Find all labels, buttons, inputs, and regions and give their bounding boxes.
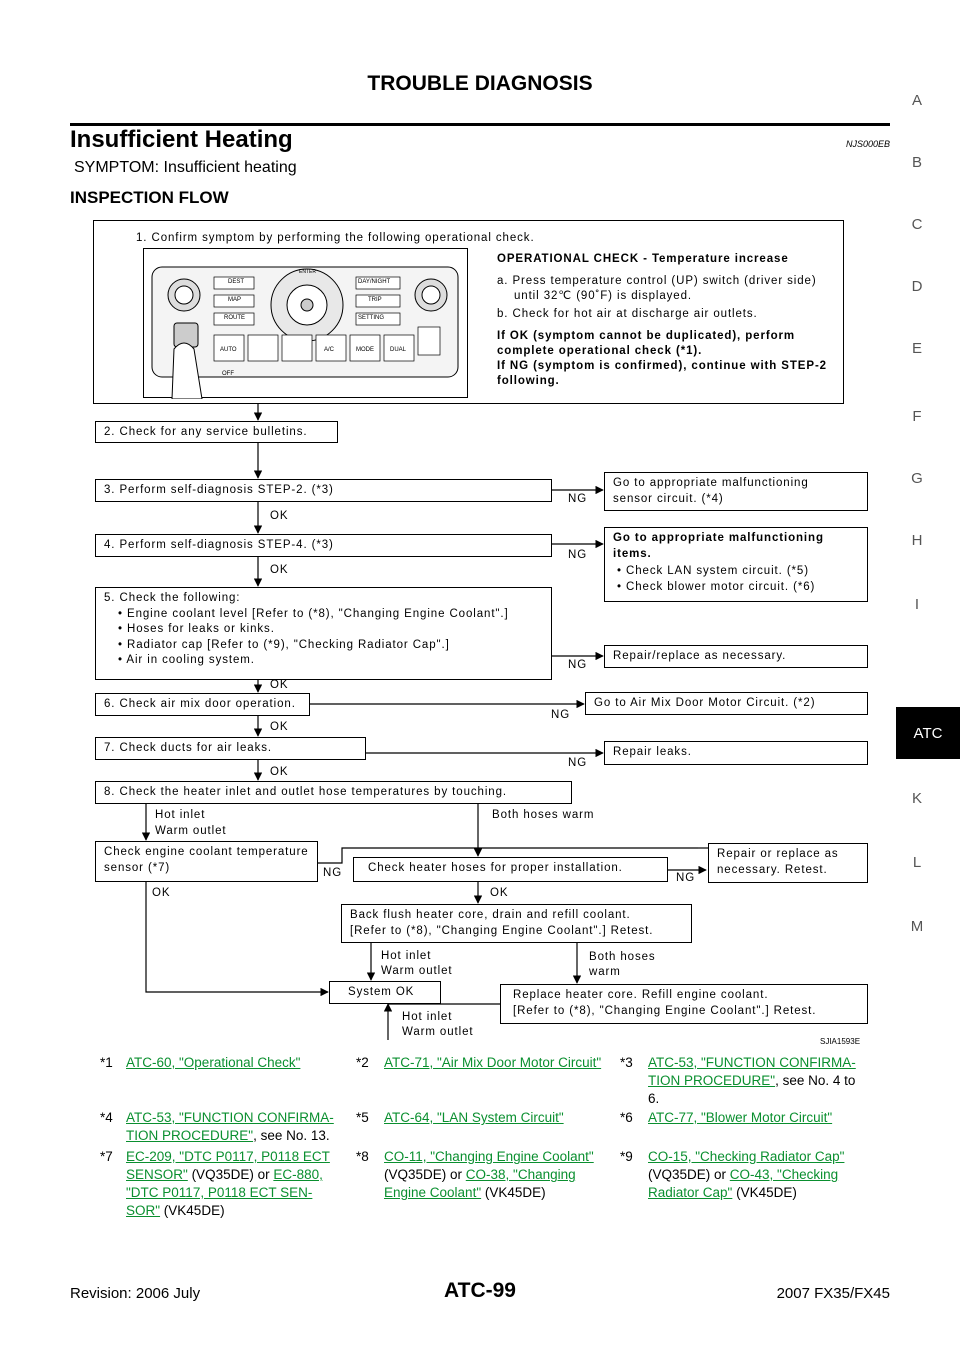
- system-ok-hot-inlet: Hot inlet: [402, 1011, 453, 1023]
- tab-b[interactable]: B: [911, 154, 922, 171]
- footnote-2-link[interactable]: ATC-71, "Air Mix Door Motor Circuit": [384, 1055, 602, 1070]
- panel-label-setting: SETTING: [358, 315, 385, 321]
- flush-warm-outlet: Warm outlet: [381, 965, 453, 977]
- panel-label-auto: AUTO: [220, 347, 237, 353]
- tab-l[interactable]: L: [912, 854, 922, 871]
- op-check-a2: until 32℃ (90˚F) is displayed.: [514, 290, 692, 302]
- panel-label-mode: MODE: [356, 347, 374, 353]
- step-6-ok-label: OK: [270, 721, 289, 733]
- tab-h[interactable]: H: [911, 532, 923, 549]
- replace-line1: Replace heater core. Refill engine coolant.: [513, 989, 769, 1001]
- panel-label-dual: DUAL: [390, 347, 407, 353]
- footnote-8-marker: *8: [356, 1149, 369, 1164]
- step-4-ng-line1: Go to appropriate malfunctioning: [613, 532, 824, 544]
- footer-revision: Revision: 2006 July: [70, 1285, 201, 1302]
- section-code: NJS000EB: [845, 139, 890, 149]
- footnote-8-text-c: (VK45DE): [481, 1185, 546, 1200]
- ect-line1: Check engine coolant temperature: [104, 846, 309, 858]
- footnote-5-marker: *5: [356, 1110, 369, 1125]
- footnote-7-link-b[interactable]: SENSOR": [126, 1167, 188, 1182]
- panel-label-dest: DEST: [228, 279, 245, 285]
- footnote-2-marker: *2: [356, 1055, 369, 1070]
- replace-line2: [Refer to (*8), "Changing Engine Coolant".] Retest.: [513, 1004, 817, 1017]
- step-3-box: 3. Perform self-diagnosis STEP-2. (*3): [95, 479, 552, 502]
- tab-d[interactable]: D: [911, 278, 923, 295]
- footnote-4-marker: *4: [100, 1110, 113, 1125]
- footnote-3-marker: *3: [620, 1055, 633, 1070]
- step-5-line5: • Air in cooling system.: [118, 654, 255, 666]
- footnote-9-link-a[interactable]: CO-15, "Checking Radiator Cap": [648, 1149, 845, 1164]
- repair-line2: necessary. Retest.: [717, 863, 828, 876]
- control-panel-figure: [143, 248, 468, 398]
- panel-label-daynight: DAY/NIGHT: [358, 279, 391, 285]
- system-ok-box: System OK: [329, 981, 441, 1004]
- step-4-ng-box: [604, 527, 868, 602]
- step-8-hot-inlet: Hot inlet: [155, 809, 206, 821]
- op-check-title: OPERATIONAL CHECK - Temperature increase: [497, 253, 789, 265]
- step-4-ok-label: OK: [270, 564, 289, 576]
- step-3-ng-line1: Go to appropriate malfunctioning: [613, 477, 809, 489]
- step-6-ng-label: NG: [551, 709, 571, 721]
- section-title: Insufficient Heating: [70, 126, 293, 153]
- step-5-line4: • Radiator cap [Refer to (*9), "Checking Radiator Cap".]: [118, 638, 450, 651]
- flush-hot-inlet: Hot inlet: [381, 950, 432, 962]
- footnote-8-link-c[interactable]: Engine Coolant": [384, 1185, 482, 1200]
- back-flush-box: [341, 904, 692, 943]
- ect-line2: sensor (*7): [104, 861, 171, 874]
- footnote-7-link-e[interactable]: SOR": [126, 1203, 161, 1218]
- footnote-6-link[interactable]: ATC-77, "Blower Motor Circuit": [648, 1110, 833, 1125]
- footnote-8-text-b: (VQ35DE) or: [384, 1167, 466, 1182]
- step-5-box: [95, 587, 552, 680]
- ect-ok-label: OK: [152, 887, 171, 899]
- flush-warm: warm: [589, 966, 621, 978]
- footnote-7-link-c[interactable]: EC-880,: [273, 1167, 323, 1182]
- footer-page-number: ATC-99: [444, 1279, 516, 1302]
- footnote-8-link-a[interactable]: CO-11, "Changing Engine Coolant": [384, 1149, 594, 1164]
- tab-i[interactable]: I: [914, 596, 920, 613]
- step-4-ng-line3: • Check LAN system circuit. (*5): [617, 565, 809, 577]
- step-7-ng-label: NG: [568, 757, 588, 769]
- step-3-ng-box: [604, 472, 868, 511]
- footnote-7-marker: *7: [100, 1149, 113, 1164]
- footnote-3-text-c: 6.: [648, 1091, 660, 1106]
- step-7-box: 7. Check ducts for air leaks.: [95, 737, 366, 760]
- inspection-flow-heading: INSPECTION FLOW: [70, 188, 229, 207]
- tab-a[interactable]: A: [911, 92, 922, 109]
- op-check-ok1: If OK (symptom cannot be duplicated), perform: [497, 330, 795, 342]
- panel-label-map: MAP: [228, 297, 242, 303]
- tab-e[interactable]: E: [911, 340, 922, 357]
- step-4-ng-line2: items.: [613, 547, 652, 560]
- footnote-1-marker: *1: [100, 1055, 113, 1070]
- tab-k[interactable]: K: [911, 790, 922, 807]
- step-2-box: 2. Check for any service bulletins.: [95, 421, 338, 443]
- panel-label-trip: TRIP: [368, 297, 382, 303]
- footnote-7-text-b: (VQ35DE) or: [187, 1167, 274, 1182]
- step-5-line3: • Hoses for leaks or kinks.: [118, 623, 275, 635]
- flush-both-hoses: Both hoses: [589, 951, 656, 963]
- step-1-text: 1. Confirm symptom by performing the following operational check.: [136, 232, 535, 244]
- op-check-ng1: If NG (symptom is confirmed), continue with STEP-2: [497, 360, 827, 372]
- footer-model: 2007 FX35/FX45: [776, 1285, 890, 1302]
- step-4-ng-label: NG: [568, 549, 588, 561]
- symptom-text: SYMPTOM: Insufficient heating: [74, 159, 297, 176]
- footnote-4-link-b[interactable]: TION PROCEDURE": [126, 1128, 254, 1143]
- op-check-ok2: complete operational check (*1).: [497, 345, 703, 357]
- footnote-3-text-b: , see No. 4 to: [775, 1073, 856, 1088]
- footnote-8-link-b[interactable]: CO-38, "Changing: [465, 1167, 576, 1182]
- page-header-title: TROUBLE DIAGNOSIS: [367, 72, 593, 95]
- panel-label-enter: ENTER: [299, 269, 316, 275]
- tab-f[interactable]: F: [912, 408, 922, 425]
- op-check-b: b. Check for hot air at discharge air outlets.: [497, 308, 758, 320]
- step-6-ng-box: Go to Air Mix Door Motor Circuit. (*2): [585, 692, 868, 715]
- footnote-5-link[interactable]: ATC-64, "LAN System Circuit": [384, 1110, 564, 1125]
- footnote-7-link-a[interactable]: EC-209, "DTC P0117, P0118 ECT: [126, 1149, 330, 1164]
- step-7-ok-label: OK: [270, 766, 289, 778]
- footnote-4-text-b: , see No. 13.: [253, 1128, 330, 1143]
- step-4-box: 4. Perform self-diagnosis STEP-4. (*3): [95, 534, 552, 557]
- heater-hoses-box: Check heater hoses for proper installation.: [353, 857, 668, 882]
- step-3-ng-line2: sensor circuit. (*4): [613, 492, 724, 505]
- panel-label-route: ROUTE: [224, 315, 245, 321]
- step-5-line2: • Engine coolant level [Refer to (*8), "Changing Engine Coolant".]: [118, 607, 509, 620]
- footnote-9-marker: *9: [620, 1149, 633, 1164]
- panel-label-ac: A/C: [324, 347, 335, 353]
- step-8-warm-outlet: Warm outlet: [155, 825, 227, 837]
- tab-m[interactable]: M: [910, 918, 924, 935]
- footnote-9-text-c: (VK45DE): [732, 1185, 797, 1200]
- footnote-7-link-d[interactable]: "DTC P0117, P0118 ECT SEN-: [126, 1185, 313, 1200]
- repair-retest-box: [708, 843, 868, 883]
- step-7-ng-box: Repair leaks.: [604, 741, 868, 765]
- footnote-6-marker: *6: [620, 1110, 633, 1125]
- step-8-both-warm: Both hoses warm: [492, 809, 595, 821]
- repair-line1: Repair or replace as: [717, 848, 839, 860]
- panel-label-off: OFF: [222, 371, 234, 377]
- flush-line2: [Refer to (*8), "Changing Engine Coolant".] Retest.: [350, 924, 654, 937]
- tab-c[interactable]: C: [911, 216, 923, 233]
- step-3-ok-label: OK: [270, 510, 289, 522]
- step-4-ng-line4: • Check blower motor circuit. (*6): [617, 580, 816, 593]
- heater-hoses-ng-label: NG: [676, 872, 696, 884]
- step-5-ng-box: Repair/replace as necessary.: [604, 645, 868, 668]
- footnote-9-text-b: (VQ35DE) or: [648, 1167, 730, 1182]
- footnote-9-link-b[interactable]: CO-43, "Checking: [729, 1167, 839, 1182]
- op-check-a1: a. Press temperature control (UP) switch (driver side): [497, 275, 817, 287]
- footnote-9-link-c[interactable]: Radiator Cap": [648, 1185, 733, 1200]
- footnote-4-link-a[interactable]: ATC-53, "FUNCTION CONFIRMA-: [126, 1110, 334, 1125]
- ect-sensor-box: [95, 841, 318, 882]
- flush-line1: Back flush heater core, drain and refill coolant.: [350, 909, 631, 921]
- op-check-ng2: following.: [497, 375, 560, 387]
- heater-hoses-ok-label: OK: [490, 887, 509, 899]
- footnote-3-link-b[interactable]: TION PROCEDURE": [648, 1073, 776, 1088]
- step-5-ok-label: OK: [270, 679, 289, 691]
- tab-g[interactable]: G: [911, 470, 923, 487]
- tab-atc[interactable]: ATC: [896, 707, 960, 759]
- ect-ng-label: NG: [323, 867, 343, 879]
- footnote-1-link[interactable]: ATC-60, "Operational Check": [126, 1055, 301, 1070]
- system-ok-warm-outlet: Warm outlet: [402, 1026, 474, 1038]
- footnote-7-text-e: (VK45DE): [160, 1203, 225, 1218]
- figure-code: SJIA1593E: [820, 1037, 861, 1046]
- replace-heater-core-box: [500, 984, 868, 1024]
- footnote-3-link-a[interactable]: ATC-53, "FUNCTION CONFIRMA-: [648, 1055, 856, 1070]
- step-5-line1: 5. Check the following:: [104, 592, 241, 604]
- step-6-box: 6. Check air mix door operation.: [95, 693, 310, 716]
- step-3-ng-label: NG: [568, 493, 588, 505]
- step-8-box: 8. Check the heater inlet and outlet hose temperatures by touching.: [95, 781, 572, 804]
- step-5-ng-label: NG: [568, 659, 588, 671]
